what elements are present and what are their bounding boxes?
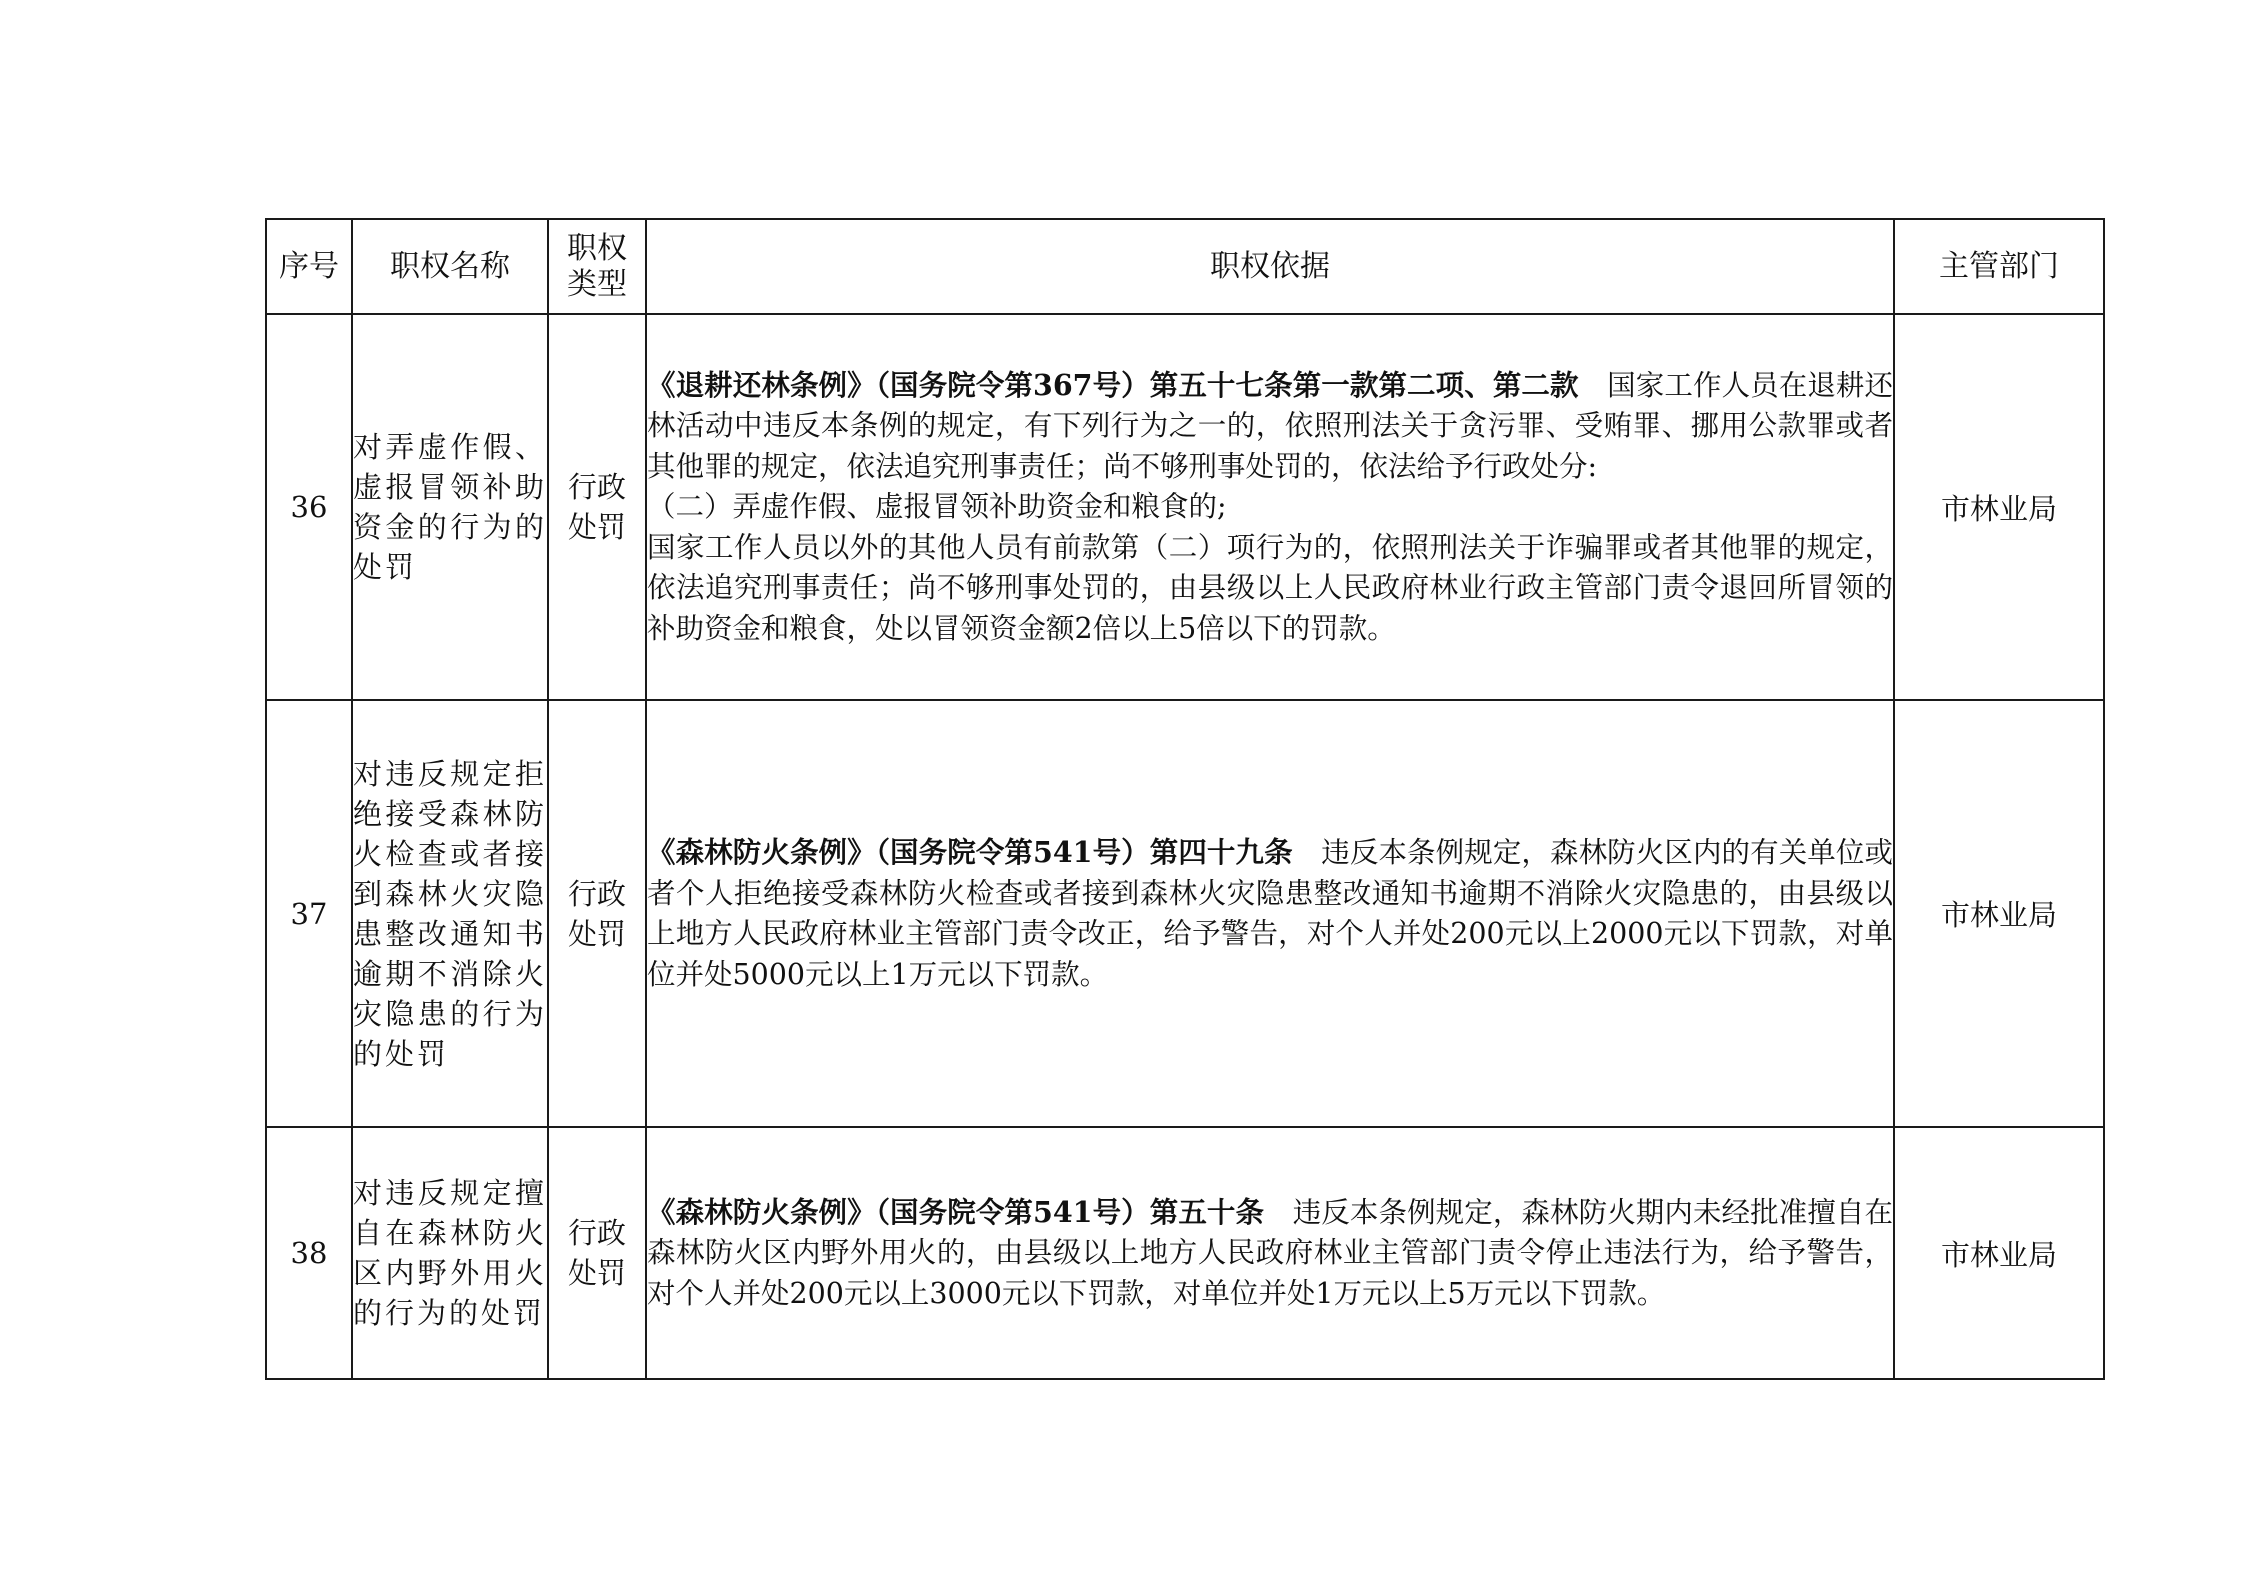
basis-title: 《森林防火条例》（国务院令第541号）第五十条 [647, 1194, 1265, 1229]
header-type-line1: 职权 [567, 230, 627, 266]
table-row [266, 314, 2104, 700]
row-dept: 市林业局 [1894, 1127, 2104, 1379]
row-power-type [548, 1127, 646, 1379]
header-seq: 序号 [266, 219, 352, 314]
basis-paragraph: 违反本条例规定，森林防火区内的有关单位或者个人拒绝接受森林防火检查或者接到森林火灾隐患整改通知书逾期不消除火灾隐患的，由县级以上地方人民政府林业主管部门责令改正，给予警告，对个人并处200元以上2000元以下罚款，对单位并处5000元以上1万元以下罚款。 [647, 836, 1893, 991]
row-type-line2: 处罚 [567, 916, 626, 951]
row-seq: 37 [266, 700, 352, 1127]
row-type-line1: 行政 [567, 876, 626, 911]
row-seq: 36 [266, 314, 352, 700]
basis-paragraph: （二）弄虚作假、虚报冒领补助资金和粮食的; [647, 490, 1227, 524]
row-power-name: 对违反规定擅自在森林防火区内野外用火的行为的处罚 [352, 1127, 548, 1379]
row-type-line1: 行政 [567, 1216, 626, 1250]
row-power-name: 对弄虚作假、虚报冒领补助资金的行为的处罚 [352, 314, 548, 700]
row-power-type [548, 314, 646, 700]
table-header-row [266, 219, 2104, 314]
row-power-basis [646, 314, 1894, 700]
row-power-type [548, 700, 646, 1127]
basis-paragraph: 国家工作人员在退耕还林活动中违反本条例的规定，有下列行为之一的，依照刑法关于贪污罪、受贿罪、挪用公款罪或者其他罪的规定，依法追究刑事责任；尚不够刑事处罚的，依法给予行政处分: [647, 368, 1893, 483]
header-type [548, 219, 646, 314]
row-type-line2: 处罚 [567, 1256, 626, 1290]
header-basis: 职权依据 [646, 219, 1894, 314]
table-row [266, 700, 2104, 1127]
row-power-basis [646, 1127, 1894, 1379]
basis-title: 《森林防火条例》（国务院令第541号）第四十九条 [647, 835, 1293, 869]
header-dept: 主管部门 [1894, 219, 2104, 314]
header-type-line2: 类型 [567, 266, 627, 302]
row-type-line1: 行政 [567, 470, 626, 504]
row-seq: 38 [266, 1127, 352, 1379]
basis-title: 《退耕还林条例》（国务院令第367号）第五十七条第一款第二项、第二款 [647, 367, 1579, 402]
header-name: 职权名称 [352, 219, 548, 314]
table-row [266, 1127, 2104, 1379]
basis-paragraph: 国家工作人员以外的其他人员有前款第（二）项行为的，依照刑法关于诈骗罪或者其他罪的规定，依法追究刑事责任；尚不够刑事处罚的，由县级以上人民政府林业行政主管部门责令退回所冒领的补助资金和粮食，处以冒领资金额2倍以上5倍以下的罚款。 [647, 530, 1893, 645]
row-type-line2: 处罚 [567, 510, 626, 544]
row-dept: 市林业局 [1894, 700, 2104, 1127]
power-list-table [265, 218, 2105, 1380]
row-power-basis [646, 700, 1894, 1127]
row-power-name: 对违反规定拒绝接受森林防火检查或者接到森林火灾隐患整改通知书逾期不消除火灾隐患的行为的处罚 [352, 700, 548, 1127]
row-dept: 市林业局 [1894, 314, 2104, 700]
basis-paragraph: 违反本条例规定，森林防火期内未经批准擅自在森林防火区内野外用火的，由县级以上地方人民政府林业主管部门责令停止违法行为，给予警告，对个人并处200元以上3000元以下罚款，对单位并处1万元以上5万元以下罚款。 [647, 1195, 1893, 1310]
